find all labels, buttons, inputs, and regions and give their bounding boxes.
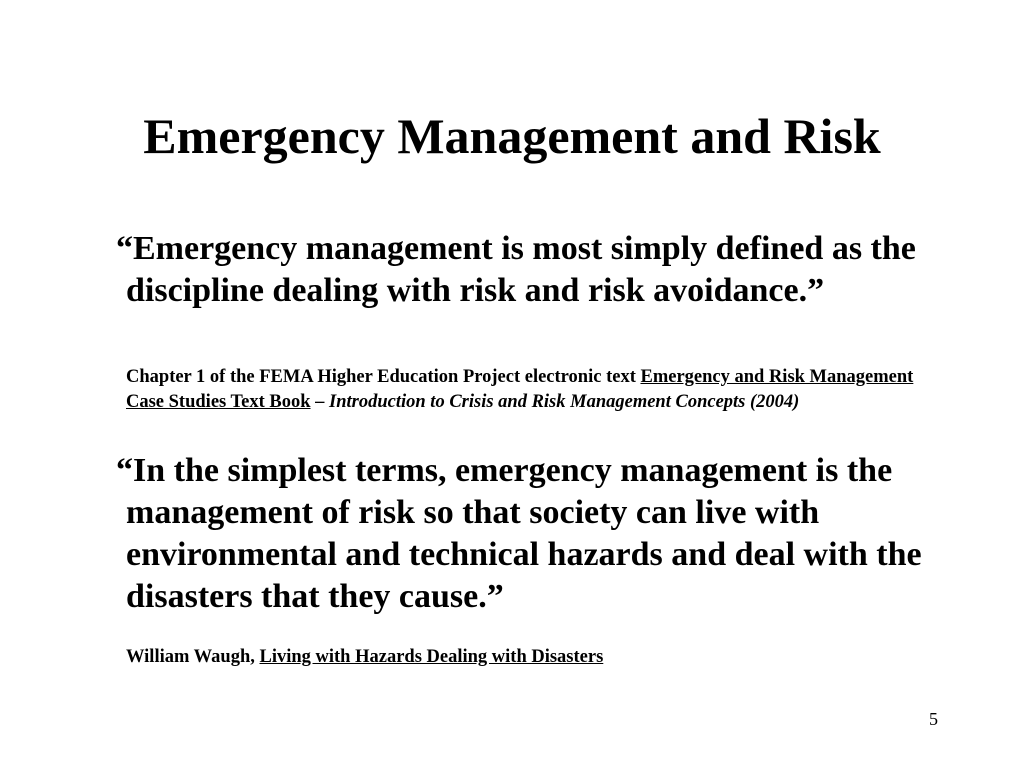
slide-number: 5 xyxy=(929,709,938,729)
citation-prefix: William Waugh, xyxy=(126,647,260,667)
citation-subtitle: Introduction to Crisis and Risk Management Concepts (2004) xyxy=(329,391,800,412)
quote-text: “In the simplest terms, emergency management is the management of risk so that society can live with environmental and technical hazards and deal with the disasters that they cause.” xyxy=(116,452,922,615)
slide-title: Emergency Management and Risk xyxy=(143,108,881,164)
citation-prefix: Chapter 1 of the FEMA Higher Education Project electronic text xyxy=(126,367,641,387)
citation-separator: – xyxy=(310,391,330,412)
quote-citation xyxy=(126,365,926,414)
citation-source-title: Living with Hazards Dealing with Disasters xyxy=(259,647,604,667)
citation-source-title: Emergency and Risk Management Case Studies Text Book xyxy=(126,367,914,412)
quote-citation xyxy=(126,645,926,670)
quote-text: “Emergency management is most simply defined as the discipline dealing with risk and risk avoidance.” xyxy=(116,230,916,309)
